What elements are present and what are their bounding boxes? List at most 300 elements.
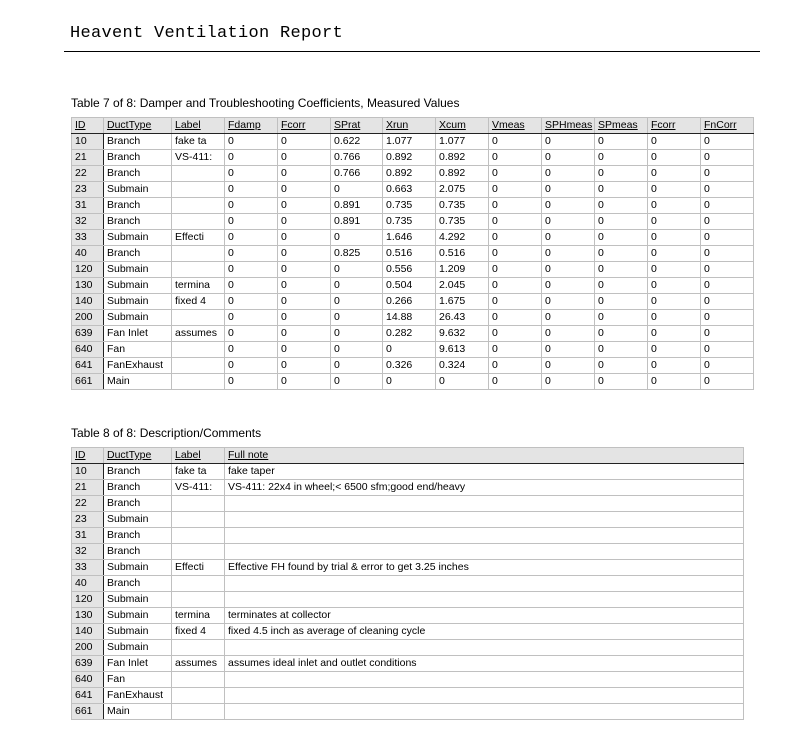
- cell-xrun: 14.88: [383, 310, 436, 326]
- cell-label: [172, 544, 225, 560]
- cell-fcorr: 0: [648, 182, 701, 198]
- column-header-spmeas: SPmeas: [595, 118, 648, 134]
- cell-fdamp: 0: [225, 358, 278, 374]
- cell-fdamp: 0: [225, 230, 278, 246]
- cell-ducttype: Fan: [104, 672, 172, 688]
- table8-header-row: [72, 448, 744, 464]
- cell-full-note: [225, 592, 744, 608]
- cell-sphmeas: 0: [542, 214, 595, 230]
- cell-ducttype: Branch: [104, 134, 172, 150]
- cell-ducttype: Main: [104, 704, 172, 720]
- table-row: [72, 278, 754, 294]
- cell-id: 130: [72, 278, 104, 294]
- cell-fncorr: 0: [701, 294, 754, 310]
- cell-fdamp: 0: [225, 278, 278, 294]
- cell-fcorr: 0: [648, 310, 701, 326]
- column-header-xcum: Xcum: [436, 118, 489, 134]
- cell-spmeas: 0: [595, 214, 648, 230]
- cell-full-note: [225, 672, 744, 688]
- cell-spmeas: 0: [595, 246, 648, 262]
- cell-vmeas: 0: [489, 294, 542, 310]
- cell-label: fake ta: [172, 134, 225, 150]
- cell-id: 32: [72, 544, 104, 560]
- cell-id: 23: [72, 512, 104, 528]
- cell-ducttype: Branch: [104, 496, 172, 512]
- cell-fncorr: 0: [701, 214, 754, 230]
- cell-id: 130: [72, 608, 104, 624]
- table8-caption: Table 8 of 8: Description/Comments: [71, 426, 262, 440]
- cell-label: [172, 528, 225, 544]
- table-row: [72, 672, 744, 688]
- table-row: [72, 528, 744, 544]
- cell-id: 640: [72, 342, 104, 358]
- cell-xcum: 1.077: [436, 134, 489, 150]
- cell-spmeas: 0: [595, 310, 648, 326]
- cell-fcorr: 0: [278, 278, 331, 294]
- table-row: [72, 608, 744, 624]
- table-row: [72, 576, 744, 592]
- cell-fdamp: 0: [225, 182, 278, 198]
- table-row: [72, 230, 754, 246]
- table-row: [72, 464, 744, 480]
- cell-id: 10: [72, 464, 104, 480]
- cell-id: 40: [72, 246, 104, 262]
- cell-sprat: 0: [331, 310, 383, 326]
- cell-fdamp: 0: [225, 310, 278, 326]
- cell-id: 23: [72, 182, 104, 198]
- cell-xrun: 0.735: [383, 214, 436, 230]
- cell-id: 21: [72, 480, 104, 496]
- cell-id: 641: [72, 688, 104, 704]
- cell-vmeas: 0: [489, 278, 542, 294]
- cell-sprat: 0.766: [331, 166, 383, 182]
- cell-fcorr: 0: [648, 134, 701, 150]
- cell-label: [172, 182, 225, 198]
- cell-label: [172, 704, 225, 720]
- cell-fcorr: 0: [278, 214, 331, 230]
- cell-id: 640: [72, 672, 104, 688]
- cell-sphmeas: 0: [542, 294, 595, 310]
- cell-xrun: 0.892: [383, 166, 436, 182]
- cell-fcorr: 0: [278, 134, 331, 150]
- cell-xrun: 0: [383, 342, 436, 358]
- cell-label: [172, 214, 225, 230]
- cell-fdamp: 0: [225, 198, 278, 214]
- table-row: [72, 592, 744, 608]
- table-row: [72, 326, 754, 342]
- cell-fdamp: 0: [225, 294, 278, 310]
- cell-fdamp: 0: [225, 326, 278, 342]
- cell-xcum: 9.613: [436, 342, 489, 358]
- cell-xrun: 0.735: [383, 198, 436, 214]
- table-row: [72, 150, 754, 166]
- cell-fncorr: 0: [701, 310, 754, 326]
- cell-sphmeas: 0: [542, 326, 595, 342]
- cell-fcorr: 0: [278, 150, 331, 166]
- column-header-fdamp: Fdamp: [225, 118, 278, 134]
- column-header-label: Label: [172, 448, 225, 464]
- cell-ducttype: FanExhaust: [104, 688, 172, 704]
- cell-fcorr: 0: [278, 294, 331, 310]
- cell-fcorr: 0: [648, 198, 701, 214]
- cell-sprat: 0: [331, 294, 383, 310]
- cell-sphmeas: 0: [542, 342, 595, 358]
- cell-id: 33: [72, 560, 104, 576]
- cell-ducttype: Branch: [104, 214, 172, 230]
- cell-full-note: terminates at collector: [225, 608, 744, 624]
- cell-xcum: 2.075: [436, 182, 489, 198]
- table-row: [72, 374, 754, 390]
- cell-label: assumes: [172, 326, 225, 342]
- table-row: [72, 134, 754, 150]
- cell-full-note: [225, 528, 744, 544]
- cell-id: 22: [72, 496, 104, 512]
- cell-vmeas: 0: [489, 374, 542, 390]
- cell-fdamp: 0: [225, 150, 278, 166]
- table-row: [72, 246, 754, 262]
- cell-fncorr: 0: [701, 358, 754, 374]
- table-row: [72, 496, 744, 512]
- cell-ducttype: Main: [104, 374, 172, 390]
- cell-ducttype: Fan Inlet: [104, 326, 172, 342]
- cell-label: [172, 198, 225, 214]
- cell-label: [172, 512, 225, 528]
- cell-ducttype: Branch: [104, 464, 172, 480]
- table8-body: [72, 464, 744, 720]
- cell-id: 32: [72, 214, 104, 230]
- cell-fcorr: 0: [648, 150, 701, 166]
- cell-xrun: 1.646: [383, 230, 436, 246]
- cell-fdamp: 0: [225, 214, 278, 230]
- cell-id: 200: [72, 310, 104, 326]
- cell-sphmeas: 0: [542, 134, 595, 150]
- cell-sprat: 0: [331, 374, 383, 390]
- cell-id: 200: [72, 640, 104, 656]
- cell-sprat: 0: [331, 326, 383, 342]
- cell-sprat: 0: [331, 230, 383, 246]
- cell-sphmeas: 0: [542, 278, 595, 294]
- cell-fcorr: 0: [648, 262, 701, 278]
- cell-spmeas: 0: [595, 198, 648, 214]
- cell-ducttype: Submain: [104, 310, 172, 326]
- cell-fcorr: 0: [278, 246, 331, 262]
- cell-ducttype: Fan: [104, 342, 172, 358]
- column-header-sphmeas: SPHmeas: [542, 118, 595, 134]
- table-row: [72, 310, 754, 326]
- cell-ducttype: Submain: [104, 278, 172, 294]
- cell-id: 10: [72, 134, 104, 150]
- cell-label: [172, 592, 225, 608]
- cell-ducttype: Submain: [104, 560, 172, 576]
- table-row: [72, 480, 744, 496]
- cell-ducttype: Submain: [104, 294, 172, 310]
- table-row: [72, 656, 744, 672]
- cell-fcorr: 0: [278, 262, 331, 278]
- cell-sphmeas: 0: [542, 310, 595, 326]
- cell-full-note: Effective FH found by trial & error to get 3.25 inches: [225, 560, 744, 576]
- cell-sphmeas: 0: [542, 246, 595, 262]
- cell-xcum: 0.892: [436, 150, 489, 166]
- column-header-vmeas: Vmeas: [489, 118, 542, 134]
- cell-label: VS-411:: [172, 480, 225, 496]
- cell-ducttype: Branch: [104, 544, 172, 560]
- column-header-full-note: Full note: [225, 448, 744, 464]
- cell-fcorr: 0: [648, 294, 701, 310]
- cell-label: [172, 672, 225, 688]
- cell-fcorr: 0: [648, 214, 701, 230]
- cell-sprat: 0.825: [331, 246, 383, 262]
- cell-xcum: 0.516: [436, 246, 489, 262]
- cell-label: [172, 310, 225, 326]
- cell-label: [172, 246, 225, 262]
- cell-fcorr: 0: [648, 246, 701, 262]
- cell-xrun: 0.266: [383, 294, 436, 310]
- table-row: [72, 358, 754, 374]
- column-header-fncorr: FnCorr: [701, 118, 754, 134]
- cell-fcorr: 0: [278, 342, 331, 358]
- cell-vmeas: 0: [489, 326, 542, 342]
- table7-caption: Table 7 of 8: Damper and Troubleshooting Coefficients, Measured Values: [71, 96, 460, 110]
- cell-full-note: VS-411: 22x4 in wheel;< 6500 sfm;good end/heavy: [225, 480, 744, 496]
- cell-vmeas: 0: [489, 214, 542, 230]
- cell-xcum: 0.892: [436, 166, 489, 182]
- cell-sprat: 0: [331, 182, 383, 198]
- cell-vmeas: 0: [489, 246, 542, 262]
- cell-label: [172, 496, 225, 512]
- cell-spmeas: 0: [595, 278, 648, 294]
- table-row: [72, 262, 754, 278]
- column-header-fcorr: Fcorr: [278, 118, 331, 134]
- cell-sphmeas: 0: [542, 374, 595, 390]
- cell-id: 140: [72, 624, 104, 640]
- cell-ducttype: Branch: [104, 576, 172, 592]
- cell-id: 120: [72, 592, 104, 608]
- cell-xrun: 1.077: [383, 134, 436, 150]
- cell-xrun: 0.663: [383, 182, 436, 198]
- column-header-ducttype: DuctType: [104, 118, 172, 134]
- cell-sphmeas: 0: [542, 166, 595, 182]
- cell-ducttype: Branch: [104, 480, 172, 496]
- cell-xcum: 0.735: [436, 198, 489, 214]
- cell-label: [172, 342, 225, 358]
- cell-xcum: 1.675: [436, 294, 489, 310]
- cell-ducttype: Submain: [104, 608, 172, 624]
- cell-fcorr: 0: [648, 166, 701, 182]
- cell-label: [172, 688, 225, 704]
- table-row: [72, 294, 754, 310]
- cell-spmeas: 0: [595, 342, 648, 358]
- cell-label: [172, 640, 225, 656]
- table7-body: [72, 134, 754, 390]
- cell-ducttype: Branch: [104, 198, 172, 214]
- cell-xcum: 1.209: [436, 262, 489, 278]
- cell-xcum: 0: [436, 374, 489, 390]
- cell-fcorr: 0: [648, 358, 701, 374]
- cell-label: [172, 358, 225, 374]
- table-row: [72, 704, 744, 720]
- cell-xrun: 0.282: [383, 326, 436, 342]
- cell-ducttype: Submain: [104, 624, 172, 640]
- cell-full-note: [225, 544, 744, 560]
- cell-fncorr: 0: [701, 246, 754, 262]
- table-row: [72, 198, 754, 214]
- column-header-xrun: Xrun: [383, 118, 436, 134]
- cell-label: fixed 4: [172, 624, 225, 640]
- cell-id: 31: [72, 198, 104, 214]
- cell-id: 661: [72, 704, 104, 720]
- cell-ducttype: Branch: [104, 150, 172, 166]
- table-row: [72, 640, 744, 656]
- cell-fdamp: 0: [225, 262, 278, 278]
- cell-full-note: fixed 4.5 inch as average of cleaning cycle: [225, 624, 744, 640]
- cell-fncorr: 0: [701, 166, 754, 182]
- cell-xrun: 0.516: [383, 246, 436, 262]
- cell-vmeas: 0: [489, 342, 542, 358]
- cell-ducttype: Submain: [104, 592, 172, 608]
- cell-ducttype: FanExhaust: [104, 358, 172, 374]
- damper-coefficients-table: [71, 117, 754, 390]
- cell-fcorr: 0: [278, 182, 331, 198]
- cell-vmeas: 0: [489, 358, 542, 374]
- cell-fcorr: 0: [648, 326, 701, 342]
- cell-sprat: 0.891: [331, 214, 383, 230]
- table-row: [72, 512, 744, 528]
- cell-xcum: 2.045: [436, 278, 489, 294]
- table-row: [72, 560, 744, 576]
- cell-ducttype: Submain: [104, 182, 172, 198]
- cell-id: 661: [72, 374, 104, 390]
- cell-spmeas: 0: [595, 166, 648, 182]
- cell-label: fixed 4: [172, 294, 225, 310]
- cell-id: 140: [72, 294, 104, 310]
- cell-vmeas: 0: [489, 230, 542, 246]
- cell-full-note: [225, 496, 744, 512]
- cell-spmeas: 0: [595, 150, 648, 166]
- cell-fcorr: 0: [278, 198, 331, 214]
- column-header-label: Label: [172, 118, 225, 134]
- table-row: [72, 544, 744, 560]
- cell-full-note: [225, 576, 744, 592]
- table-row: [72, 166, 754, 182]
- cell-full-note: [225, 512, 744, 528]
- cell-fncorr: 0: [701, 230, 754, 246]
- cell-sphmeas: 0: [542, 358, 595, 374]
- cell-xrun: 0.892: [383, 150, 436, 166]
- cell-label: [172, 374, 225, 390]
- cell-label: termina: [172, 608, 225, 624]
- cell-fcorr: 0: [278, 310, 331, 326]
- cell-sphmeas: 0: [542, 182, 595, 198]
- cell-full-note: [225, 704, 744, 720]
- cell-fdamp: 0: [225, 166, 278, 182]
- cell-id: 639: [72, 656, 104, 672]
- cell-label: fake ta: [172, 464, 225, 480]
- table-row: [72, 688, 744, 704]
- cell-vmeas: 0: [489, 310, 542, 326]
- cell-id: 639: [72, 326, 104, 342]
- cell-vmeas: 0: [489, 262, 542, 278]
- cell-xrun: 0.326: [383, 358, 436, 374]
- cell-fncorr: 0: [701, 262, 754, 278]
- cell-vmeas: 0: [489, 134, 542, 150]
- cell-sprat: 0.766: [331, 150, 383, 166]
- cell-vmeas: 0: [489, 166, 542, 182]
- cell-label: Effecti: [172, 230, 225, 246]
- table-row: [72, 214, 754, 230]
- cell-ducttype: Submain: [104, 262, 172, 278]
- cell-sphmeas: 0: [542, 230, 595, 246]
- cell-fdamp: 0: [225, 134, 278, 150]
- cell-fdamp: 0: [225, 246, 278, 262]
- cell-fncorr: 0: [701, 182, 754, 198]
- cell-spmeas: 0: [595, 374, 648, 390]
- cell-fcorr: 0: [278, 230, 331, 246]
- description-comments-table: [71, 447, 744, 720]
- cell-id: 21: [72, 150, 104, 166]
- cell-vmeas: 0: [489, 198, 542, 214]
- cell-fcorr: 0: [278, 326, 331, 342]
- cell-fncorr: 0: [701, 278, 754, 294]
- cell-label: Effecti: [172, 560, 225, 576]
- cell-ducttype: Branch: [104, 166, 172, 182]
- column-header-id: ID: [72, 448, 104, 464]
- cell-sprat: 0: [331, 358, 383, 374]
- cell-fdamp: 0: [225, 342, 278, 358]
- title-divider: [64, 51, 760, 52]
- cell-ducttype: Submain: [104, 512, 172, 528]
- cell-xrun: 0.504: [383, 278, 436, 294]
- table-row: [72, 342, 754, 358]
- cell-spmeas: 0: [595, 230, 648, 246]
- cell-xcum: 0.324: [436, 358, 489, 374]
- cell-spmeas: 0: [595, 294, 648, 310]
- column-header-ducttype: DuctType: [104, 448, 172, 464]
- cell-sphmeas: 0: [542, 198, 595, 214]
- cell-full-note: assumes ideal inlet and outlet conditions: [225, 656, 744, 672]
- cell-ducttype: Branch: [104, 246, 172, 262]
- report-title: Heavent Ventilation Report: [70, 24, 344, 43]
- table-row: [72, 182, 754, 198]
- column-header-sprat: SPrat: [331, 118, 383, 134]
- cell-spmeas: 0: [595, 358, 648, 374]
- cell-fncorr: 0: [701, 342, 754, 358]
- cell-sphmeas: 0: [542, 262, 595, 278]
- cell-sprat: 0: [331, 262, 383, 278]
- cell-ducttype: Branch: [104, 528, 172, 544]
- cell-id: 641: [72, 358, 104, 374]
- cell-label: [172, 262, 225, 278]
- cell-full-note: fake taper: [225, 464, 744, 480]
- cell-vmeas: 0: [489, 150, 542, 166]
- column-header-fcorr: Fcorr: [648, 118, 701, 134]
- cell-fcorr: 0: [278, 166, 331, 182]
- cell-xcum: 9.632: [436, 326, 489, 342]
- cell-id: 120: [72, 262, 104, 278]
- cell-fcorr: 0: [648, 342, 701, 358]
- cell-spmeas: 0: [595, 182, 648, 198]
- cell-id: 40: [72, 576, 104, 592]
- cell-label: VS-411:: [172, 150, 225, 166]
- cell-fcorr: 0: [278, 358, 331, 374]
- cell-label: termina: [172, 278, 225, 294]
- cell-sprat: 0.622: [331, 134, 383, 150]
- cell-fncorr: 0: [701, 374, 754, 390]
- cell-fcorr: 0: [648, 230, 701, 246]
- cell-xrun: 0.556: [383, 262, 436, 278]
- cell-spmeas: 0: [595, 326, 648, 342]
- cell-sprat: 0.891: [331, 198, 383, 214]
- cell-label: [172, 166, 225, 182]
